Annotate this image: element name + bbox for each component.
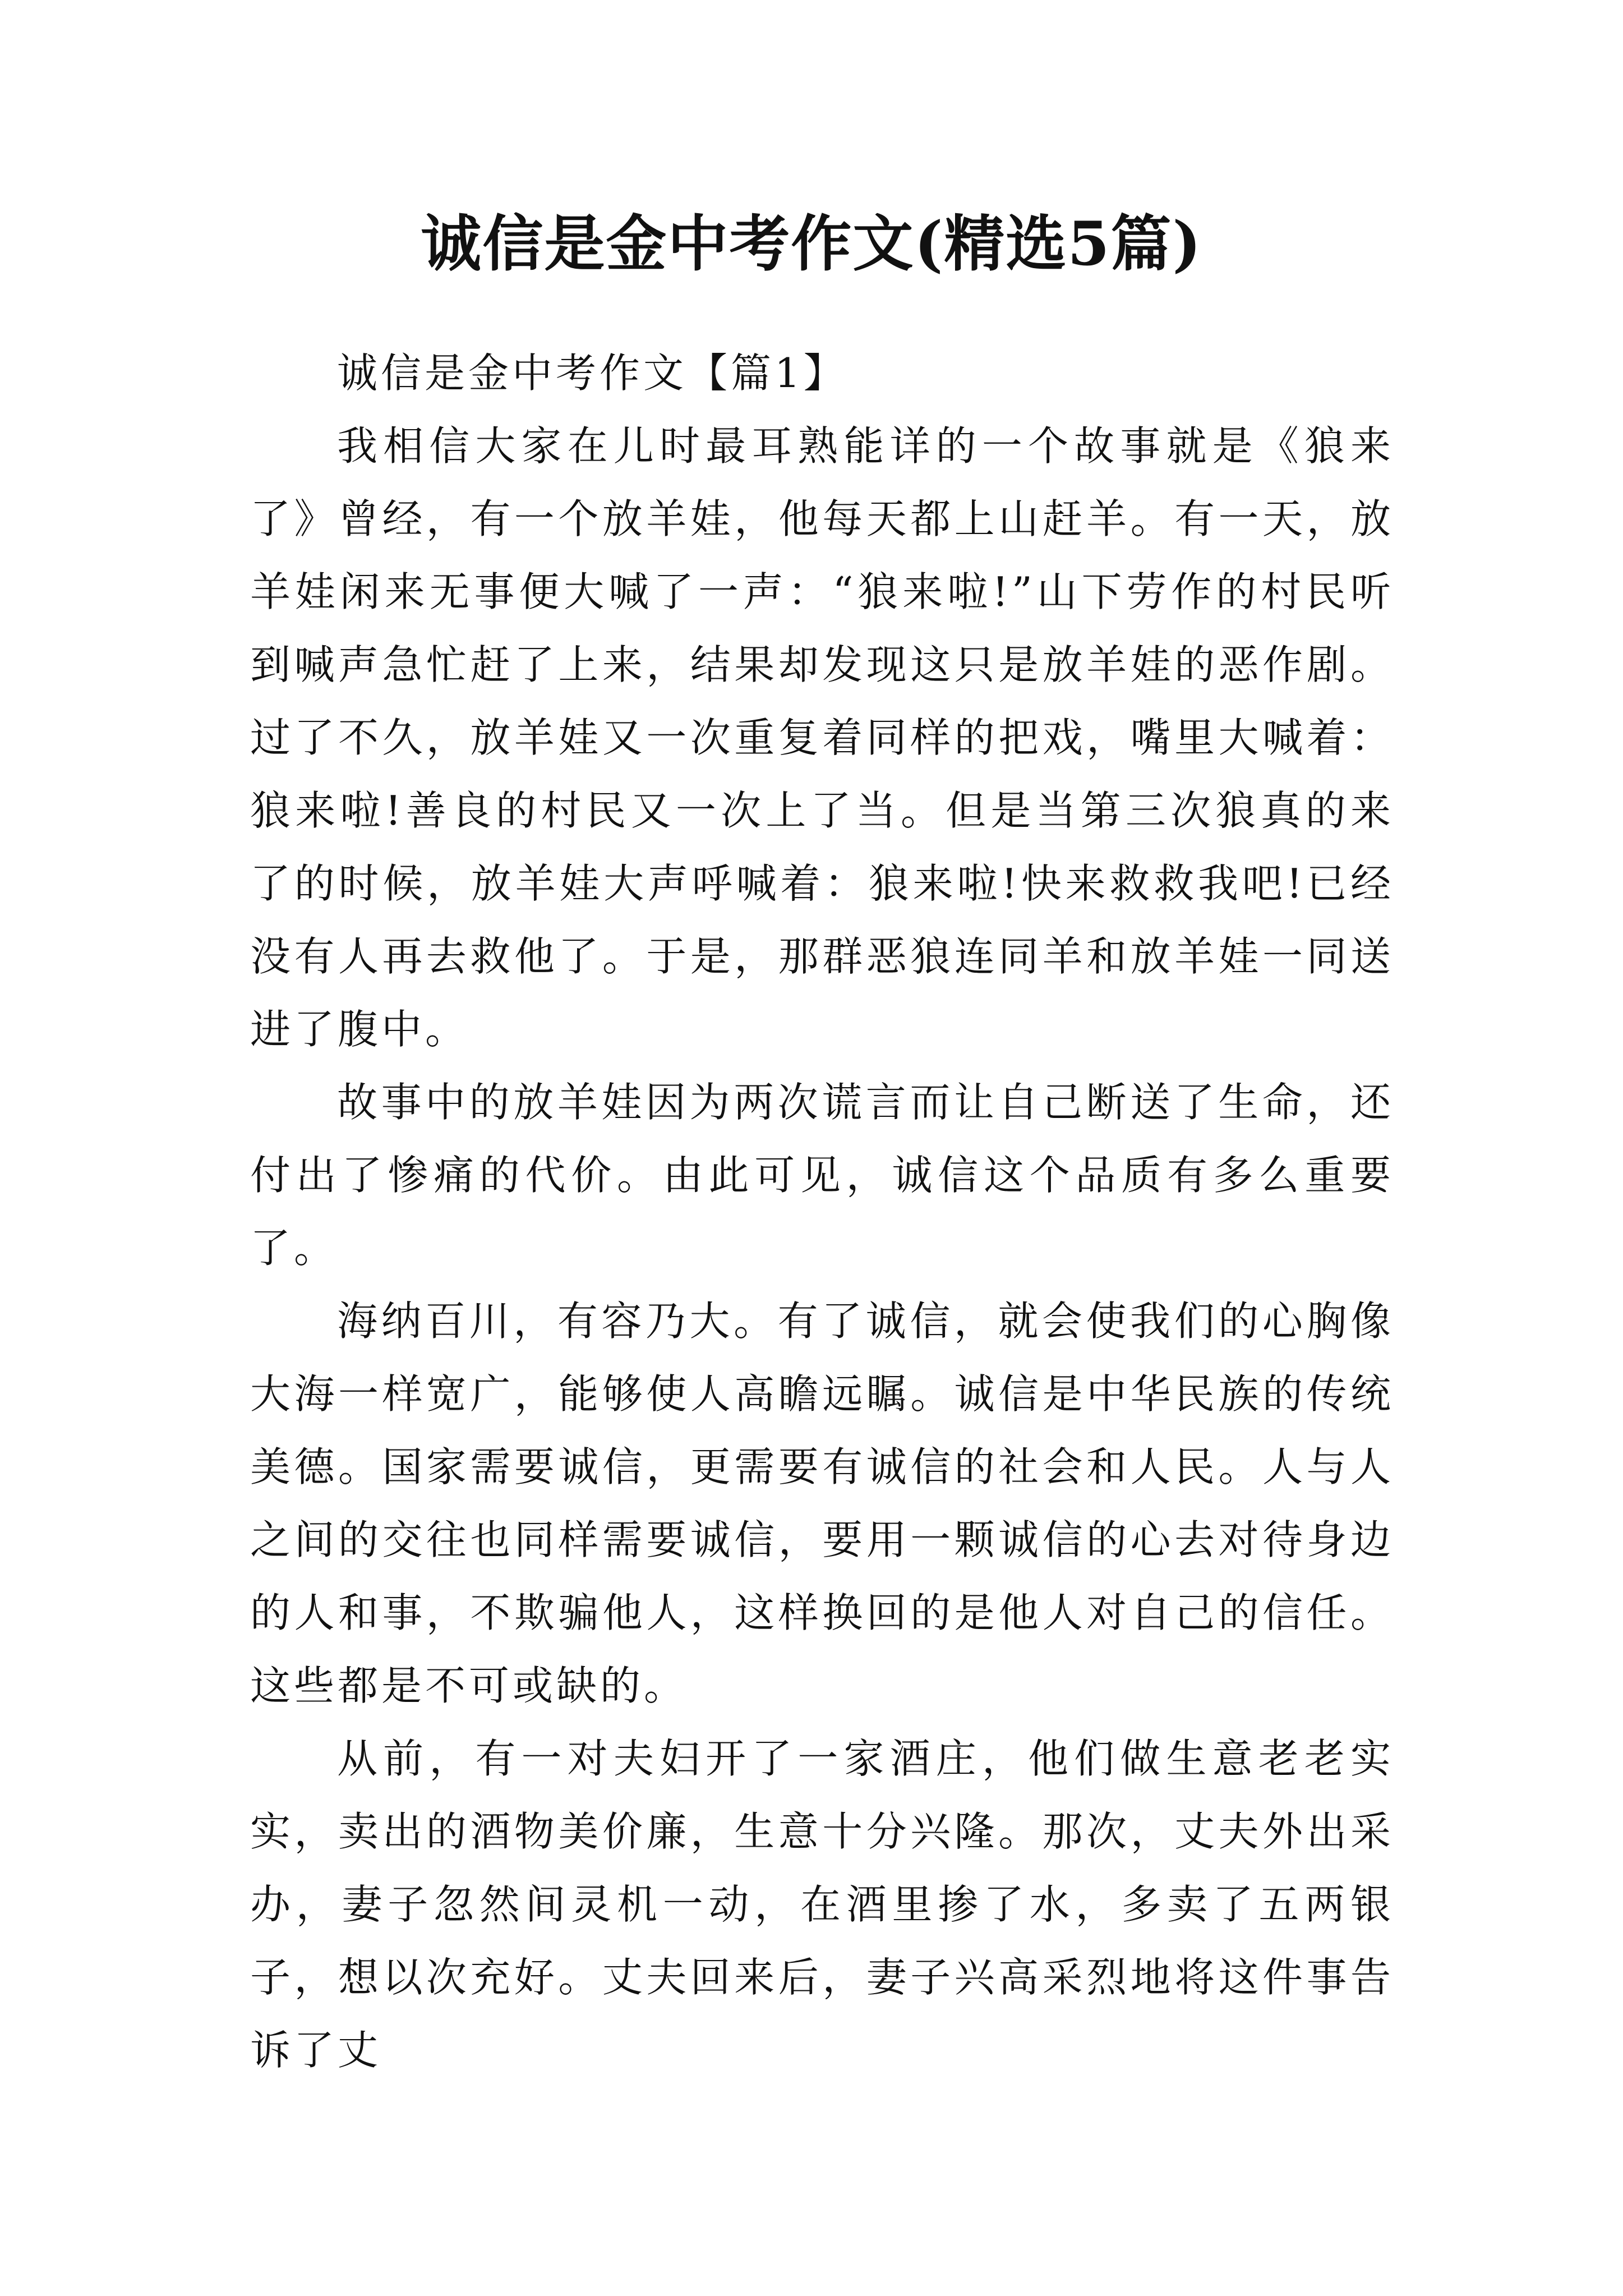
- document-title: 诚信是金中考作文(精选5篇): [421, 209, 1202, 279]
- section-heading: 诚信是金中考作文【篇1】: [337, 349, 847, 397]
- document-body: [250, 337, 1394, 2087]
- paragraph: 故事中的放羊娃因为两次谎言而让自己断送了生命，还付出了惨痛的代价。由此可见，诚信这个品质有多么重要了。: [250, 1079, 1394, 1272]
- paragraph: 海纳百川，有容乃大。有了诚信，就会使我们的心胸像大海一样宽广，能够使人高瞻远瞩。诚信是中华民族的传统美德。国家需要诚信，更需要有诚信的社会和人民。人与人之间的交往也同样需要诚信，要用一颗诚信的心去对待身边的人和事，不欺骗他人，这样换回的是他人对自己的信任。这些都是不可或缺的。: [250, 1297, 1394, 1709]
- paragraph: 从前，有一对夫妇开了一家酒庄，他们做生意老老实实，卖出的酒物美价廉，生意十分兴隆。那次，丈夫外出采办，妻子忽然间灵机一动，在酒里掺了水，多卖了五两银子，想以次充好。丈夫回来后，妻子兴高采烈地将这件事告诉了丈: [250, 1735, 1394, 2074]
- paragraph: 我相信大家在儿时最耳熟能详的一个故事就是《狼来了》曾经，有一个放羊娃，他每天都上山赶羊。有一天，放羊娃闲来无事便大喊了一声：“狼来啦!”山下劳作的村民听到喊声急忙赶了上来，结果却发现这只是放羊娃的恶作剧。过了不久，放羊娃又一次重复着同样的把戏，嘴里大喊着：狼来啦!善良的村民又一次上了当。但是当第三次狼真的来了的时候，放羊娃大声呼喊着：狼来啦!快来救救我吧!已经没有人再去救他了。于是，那群恶狼连同羊和放羊娃一同送进了腹中。: [250, 422, 1394, 1053]
